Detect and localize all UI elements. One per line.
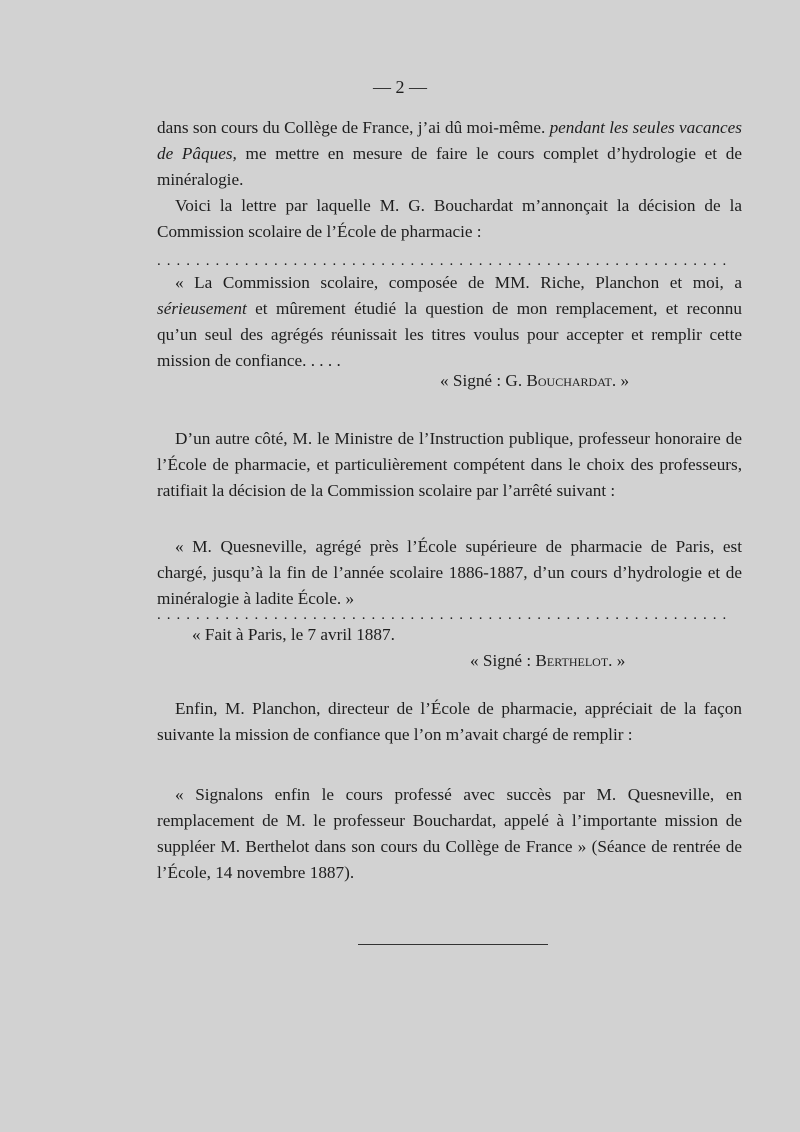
signature-1-suffix: . » (611, 371, 630, 390)
paragraph-4-block (157, 696, 742, 748)
signature-2-name: Berthelot (535, 651, 609, 670)
paragraph-1-text-a: dans son cours du Collège de France, j’ai dû moi-même. (157, 118, 550, 137)
paragraph-3: D’un autre côté, M. le Ministre de l’Instruction publique, professeur honoraire de l’École de pharmacie, et particulièrement compétent dans le choix des professeurs, ratifiait la décision de la Commission scolaire par l’arrêté suivant : (157, 429, 742, 500)
closing-rule (358, 944, 548, 945)
paragraph-1-italic: pendant les seules vacances de Pâques, (157, 118, 742, 163)
quote-bouchardat-text (157, 270, 742, 374)
quote-1-text-a: « La Commission scolaire, composée de MM. Riche, Planchon et moi, a (175, 273, 742, 292)
signature-berthelot (470, 648, 750, 674)
signature-2-prefix: « Signé : (470, 651, 536, 670)
intro-block (157, 115, 742, 245)
fait-a-paris: « Fait à Paris, le 7 avril 1887. (192, 625, 395, 644)
quote-bouchardat (157, 270, 742, 374)
quote-planchon-text: « Signalons enfin le cours professé avec succès par M. Quesneville, en remplacement de M. le professeur Bouchardat, appelé à l’importante mission de suppléer M. Berthelot dans son cours du Collège de France » (Séance de rentrée de l’École, 14 novembre 1887). (157, 785, 742, 882)
ellipsis-line-2: ........................................................... (157, 607, 733, 623)
ellipsis-line-1: ........................................................... (157, 253, 733, 269)
quote-arrete-text: « M. Quesneville, agrégé près l’École supérieure de pharmacie de Paris, est chargé, jusqu’à la fin de l’année scolaire 1886-1887, d’un cours d’hydrologie et de minéralogie à ladite École. » (157, 537, 742, 608)
quote-arrete (157, 534, 742, 612)
signature-1-prefix: « Signé : G. (440, 371, 527, 390)
page-number: — 2 — (373, 77, 427, 97)
quote-planchon (157, 782, 742, 886)
paragraph-4: Enfin, M. Planchon, directeur de l’École de pharmacie, appréciait de la façon suivante la mission de confiance que l’on m’avait chargé de remplir : (157, 699, 742, 744)
signature-bouchardat (440, 368, 740, 394)
paragraph-2: Voici la lettre par laquelle M. G. Bouchardat m’annonçait la décision de la Commission scolaire de l’École de pharmacie : (157, 196, 742, 241)
quote-1-text-b: et mûrement étudié la question de mon remplacement, et reconnu qu’un seul des agrégés réunissait les titres voulus pour accepter et remplir cette mission de confiance. . . . . (157, 299, 742, 370)
signature-1-name: Bouchardat (526, 371, 612, 390)
signature-2-suffix: . » (608, 651, 626, 670)
paragraph-3-block (157, 426, 742, 504)
paragraph-1-text-b: me mettre en mesure de faire le cours complet d’hydrologie et de minéralogie. (157, 144, 742, 189)
paragraph-1 (157, 115, 742, 193)
quote-1-italic: sérieusement (157, 299, 247, 318)
